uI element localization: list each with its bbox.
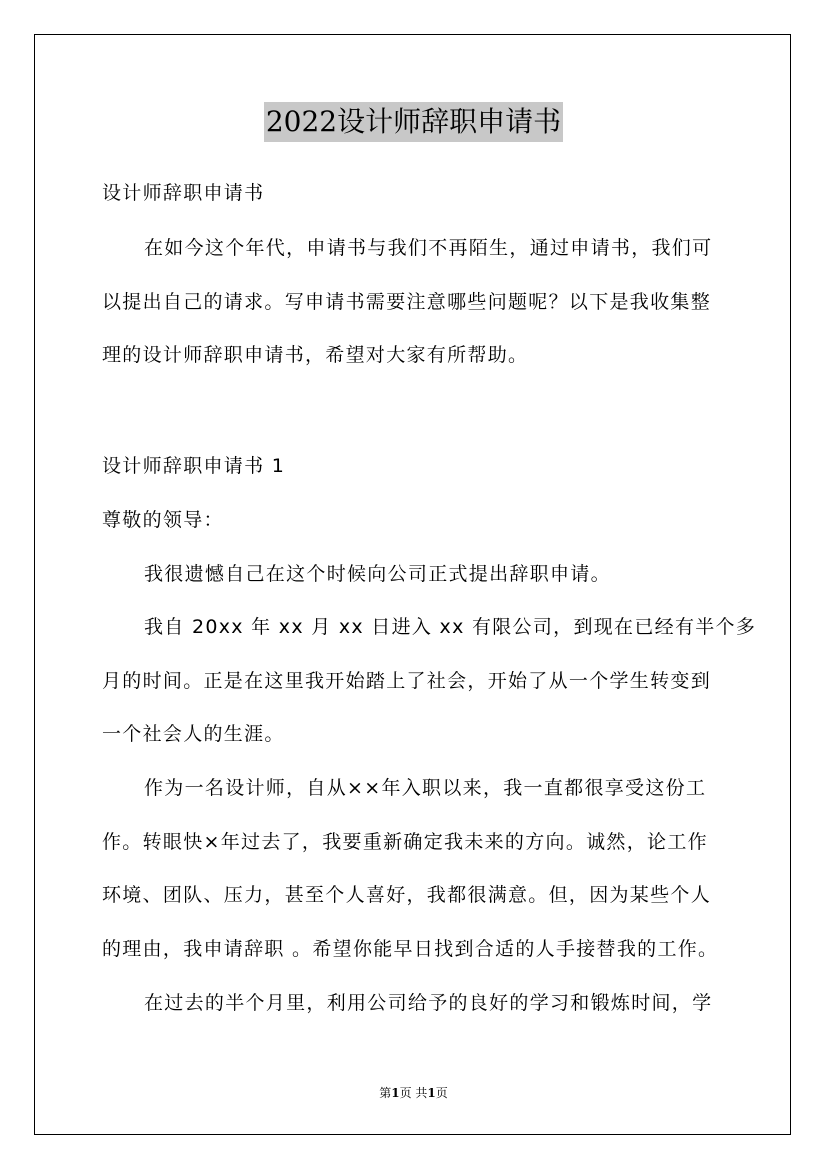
section-heading: 设计师辞职申请书 1 <box>102 455 286 477</box>
document-title: 2022设计师辞职申请书 <box>264 102 563 142</box>
title-container <box>0 102 827 142</box>
footer-total-suffix: 页 <box>435 1086 448 1100</box>
footer-page-number: 1 <box>391 1086 400 1100</box>
intro-line: 以提出自己的请求。写申请书需要注意哪些问题呢？以下是我收集整 <box>102 291 712 313</box>
body-line: 作。转眼快×年过去了，我要重新确定我未来的方向。诚然，论工作 <box>102 831 708 853</box>
body-line: 一个社会人的生涯。 <box>102 723 285 745</box>
body-line: 我自 20xx 年 xx 月 xx 日进入 xx 有限公司，到现在已经有半个多 <box>144 616 757 638</box>
body-line: 作为一名设计师，自从××年入职以来，我一直都很享受这份工 <box>144 777 707 799</box>
footer-page-prefix: 第 <box>379 1086 392 1100</box>
intro-line: 理的设计师辞职申请书，希望对大家有所帮助。 <box>102 344 529 366</box>
body-line: 在过去的半个月里，利用公司给予的良好的学习和锻炼时间，学 <box>144 992 713 1014</box>
body-line: 环境、团队、压力，甚至个人喜好，我都很满意。但，因为某些个人 <box>102 884 712 906</box>
subtitle: 设计师辞职申请书 <box>102 182 265 204</box>
body-line: 月的时间。正是在这里我开始踏上了社会，开始了从一个学生转变到 <box>102 670 712 692</box>
page-footer <box>0 1084 827 1101</box>
footer-total-number: 1 <box>427 1086 436 1100</box>
salutation: 尊敬的领导： <box>102 509 224 531</box>
body-line: 的理由，我申请辞职 。希望你能早日找到合适的人手接替我的工作。 <box>102 938 719 960</box>
body-line: 我很遗憾自己在这个时候向公司正式提出辞职申请。 <box>144 563 611 585</box>
intro-line: 在如今这个年代，申请书与我们不再陌生，通过申请书，我们可 <box>144 237 713 259</box>
footer-page-suffix: 页 共 <box>399 1086 428 1100</box>
